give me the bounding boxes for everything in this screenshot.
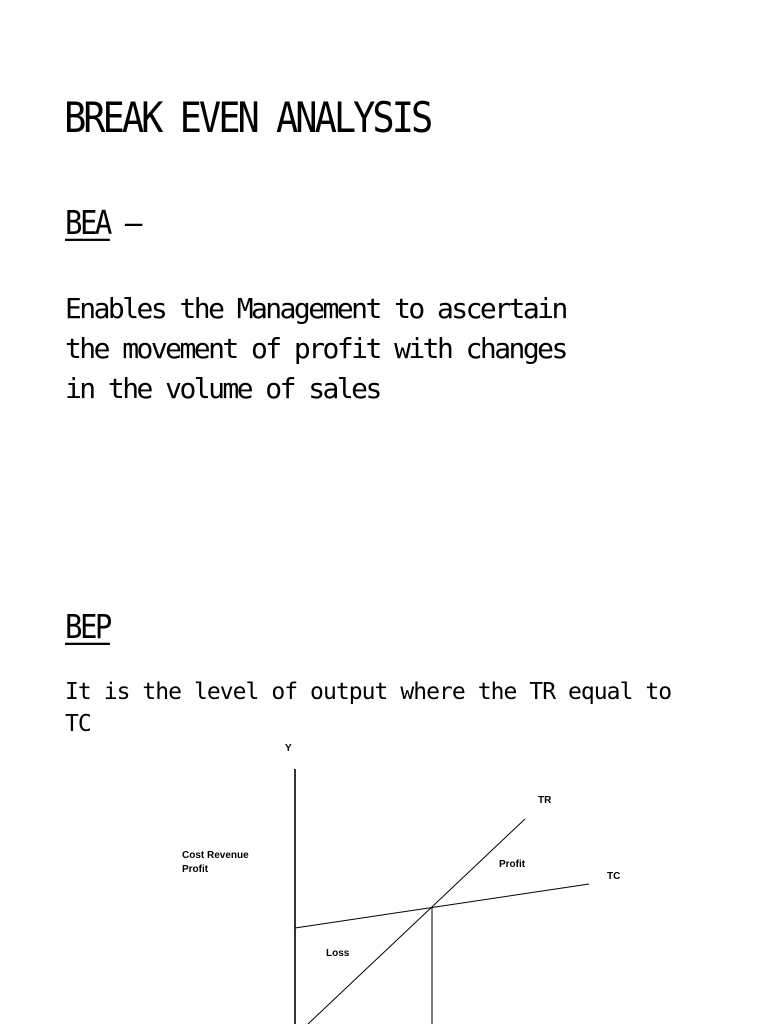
bea-heading-dash: – <box>109 204 140 243</box>
tr-label: TR <box>538 795 552 806</box>
bep-heading-text: BEP <box>65 608 110 647</box>
axis-caption-line2: Profit <box>182 864 209 875</box>
loss-label: Loss <box>326 948 350 959</box>
bep-heading <box>65 608 110 646</box>
break-even-diagram <box>0 730 768 1024</box>
y-axis-label: Y <box>285 743 292 754</box>
bea-description: Enables the Management to ascertain the movement of profit with changes in the volume of sales <box>65 292 566 405</box>
tc-label: TC <box>607 871 621 882</box>
bea-heading-text: BEA <box>65 204 110 243</box>
bep-description: It is the level of output where the TR equal to TC <box>65 679 672 737</box>
bea-heading <box>65 204 140 242</box>
axis-caption-line1: Cost Revenue <box>182 850 249 861</box>
page-title: BREAK EVEN ANALYSIS <box>64 94 431 143</box>
tc-line <box>295 884 589 928</box>
profit-label: Profit <box>499 859 526 870</box>
